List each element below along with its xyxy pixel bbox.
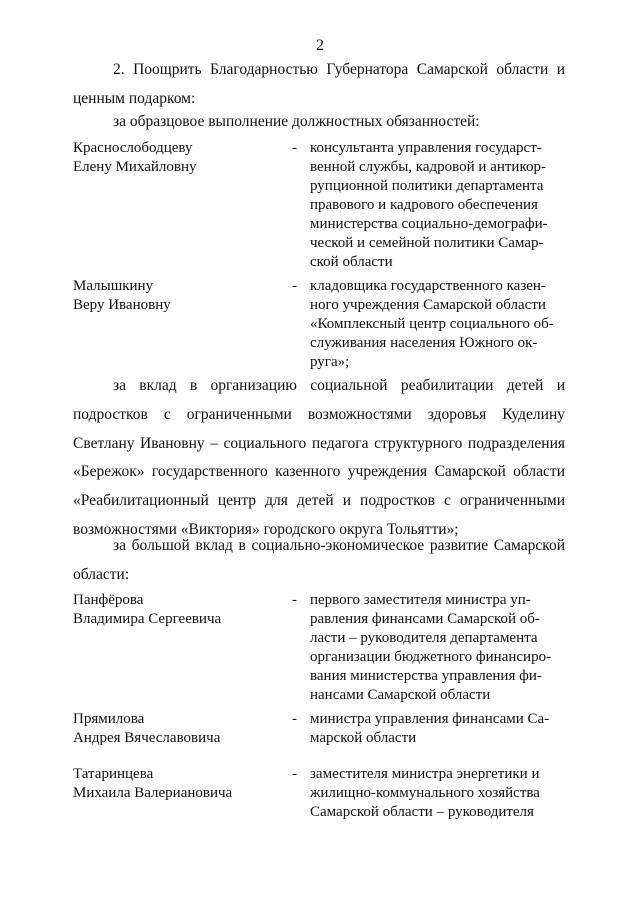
entry-name-3: Панфёрова Владимира Сергеевича (73, 592, 222, 627)
intro-paragraph: 2. Поощрить Благодарностью Губернатора Самарской области и ценным подарком: (73, 61, 565, 107)
entry-position-5: заместителя министра энергетики и жилищно-коммунального хозяйства Самарской области – руководителя (310, 766, 540, 820)
entry-position-4: министра управления финансами Са- марской области (310, 711, 550, 746)
entry-dash-5: - (292, 766, 297, 782)
rehabilitation-paragraph: за вклад в организацию социальной реабилитации детей и подростков с ограниченными возможностями здоровья Куделину Светлану Ивановну – социального педагога структурного подразделения «Бережок» государственного казенного учреждения Самарской области «Реабилитационный центр для детей и подростков с ограниченными возможностями «Виктория» городского округа Тольятти»; (73, 377, 565, 538)
entry-dash-2: - (292, 278, 297, 294)
economic-development-heading: за большой вклад в социально-экономическое развитие Самарской области: (73, 537, 565, 583)
entry-name-2: Малышкину Веру Ивановну (73, 278, 171, 313)
entry-dash-3: - (292, 592, 297, 608)
entry-name-4: Прямилова Андрея Вячеславовича (73, 711, 221, 746)
entry-position-1: консультанта управления государст- венной службы, кадровой и антикор- рупционной политики департамента правового и кадрового обеспечения министерства социально-демографи- ческой и семейной политики Самар- ской области (310, 140, 548, 270)
entry-name-1: Краснослободцеву Елену Михайловну (73, 140, 197, 175)
entry-dash-1: - (292, 140, 297, 156)
entry-name-5: Татаринцева Михаила Валериановича (73, 766, 233, 801)
entry-dash-4: - (292, 711, 297, 727)
entry-position-2: кладовщика государственного казен- ного учреждения Самарской области «Комплексный центр социального об- служивания населения Южного ок- руга»; (310, 278, 554, 370)
page-number: 2 (316, 37, 324, 54)
entry-position-3: первого заместителя министра уп- равления финансами Самарской об- ласти – руководителя департамента организации бюджетного финансиро- вания министерства управления фи- нансами Самарской области (310, 592, 552, 703)
exemplary-service-heading: за образцовое выполнение должностных обязанностей: (113, 113, 480, 130)
